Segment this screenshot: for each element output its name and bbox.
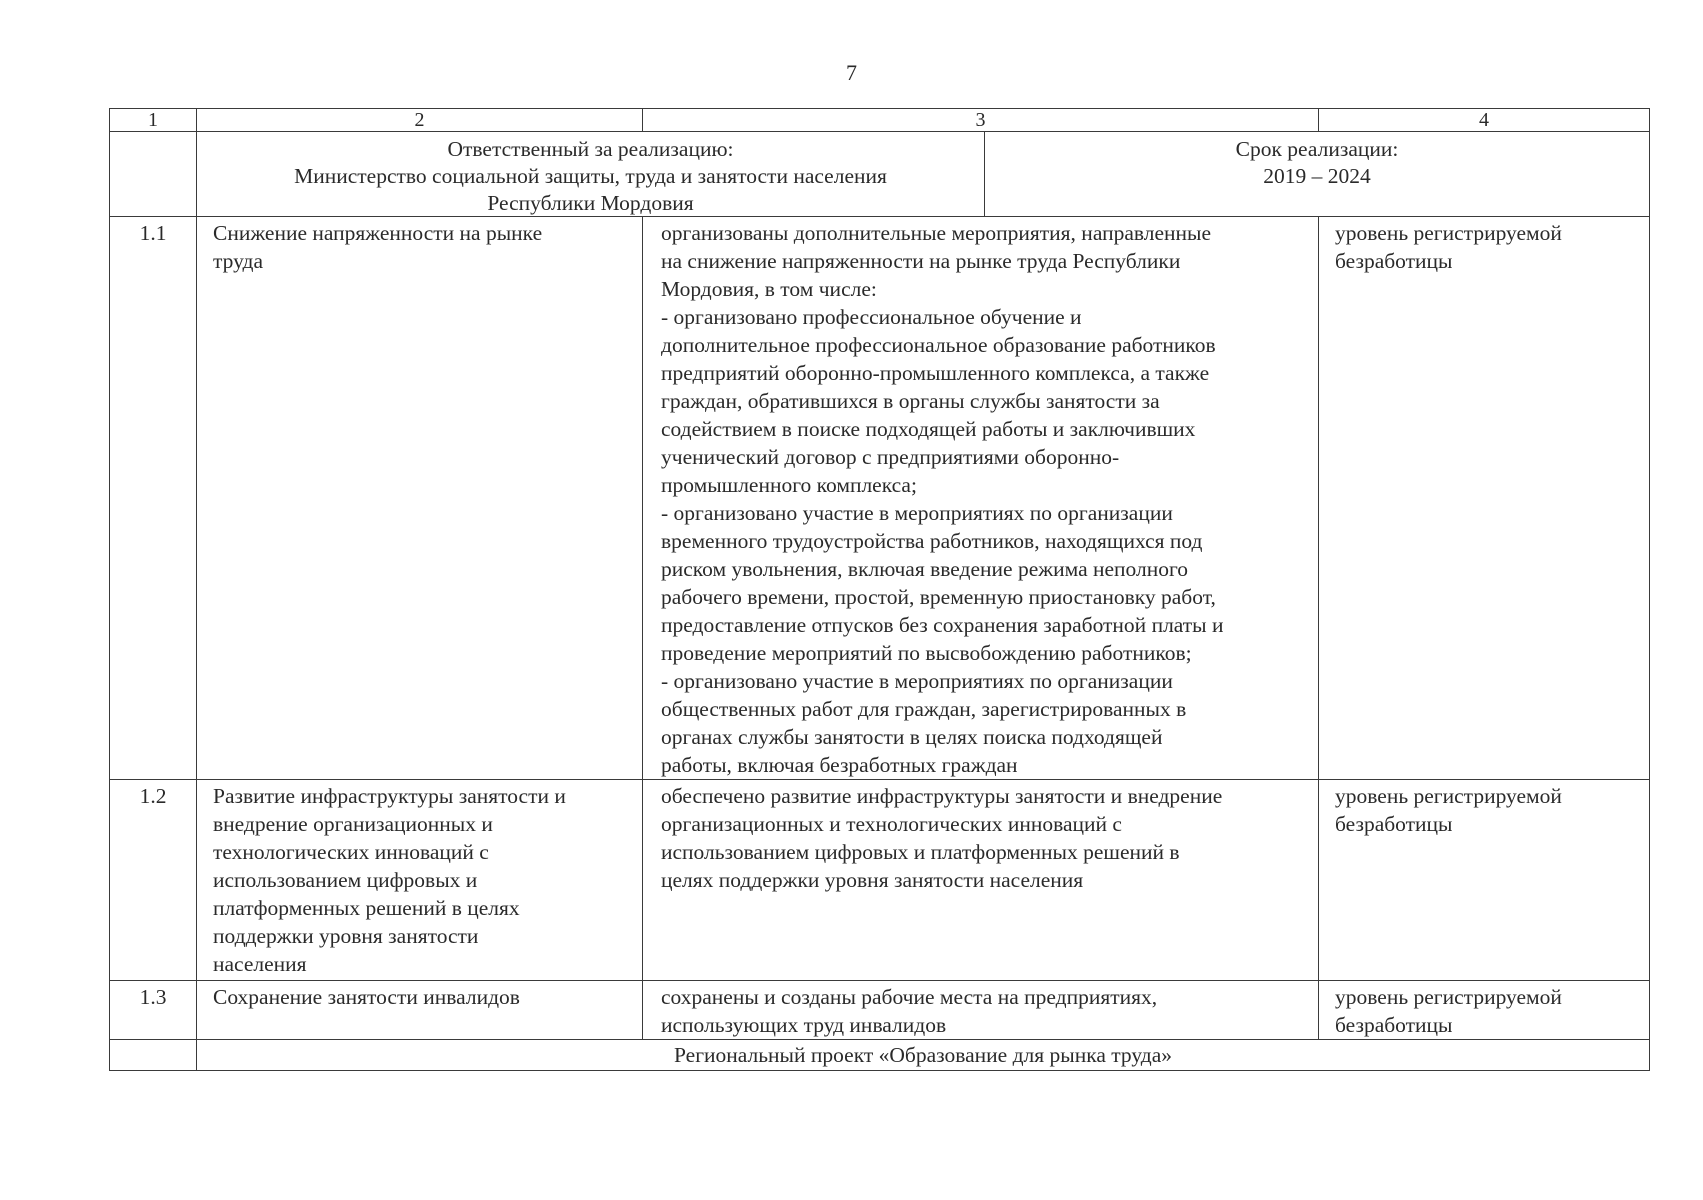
measures-table <box>109 108 1650 1071</box>
indicator-cell <box>1319 981 1650 1040</box>
project-empty-cell <box>110 1040 197 1071</box>
result-line: предоставление отпусков без сохранения заработной платы и <box>661 613 1224 637</box>
table-row <box>110 217 1650 780</box>
result-line: рабочего времени, простой, временную приостановку работ, <box>661 585 1216 609</box>
indicator-cell <box>1319 780 1650 981</box>
result-line: дополнительное профессиональное образование работников <box>661 333 1216 357</box>
indicator-line: уровень регистрируемой <box>1335 985 1562 1009</box>
result-line: на снижение напряженности на рынке труда Республики <box>661 249 1181 273</box>
responsible-org-line1: Министерство социальной защиты, труда и занятости населения <box>294 164 887 188</box>
result-line: риском увольнения, включая введение режима неполного <box>661 557 1189 581</box>
result-line: граждан, обратившихся в органы службы занятости за <box>661 389 1160 413</box>
result-line: - организовано профессиональное обучение и <box>661 305 1082 329</box>
indicator-cell <box>1319 217 1650 780</box>
result-line: органах службы занятости в целях поиска подходящей <box>661 725 1163 749</box>
indicator-line: безработицы <box>1335 1013 1453 1037</box>
responsible-cell <box>197 132 1650 217</box>
row-number: 1.2 <box>110 780 197 981</box>
task-line: платформенных решений в целях <box>213 896 520 920</box>
result-line: обеспечено развитие инфраструктуры занятости и внедрение <box>661 784 1223 808</box>
column-header-3: 3 <box>643 109 1319 132</box>
task-line: Развитие инфраструктуры занятости и <box>213 784 566 808</box>
column-header-2: 2 <box>197 109 643 132</box>
column-number-row <box>110 109 1650 132</box>
result-line: использующих труд инвалидов <box>661 1013 947 1037</box>
indicator-line: безработицы <box>1335 249 1453 273</box>
result-line: организованы дополнительные мероприятия, направленные <box>661 221 1212 245</box>
responsible-empty-cell <box>110 132 197 217</box>
task-cell <box>197 981 643 1040</box>
result-line: промышленного комплекса; <box>661 473 917 497</box>
indicator-line: безработицы <box>1335 812 1453 836</box>
responsible-label: Ответственный за реализацию: <box>447 137 734 161</box>
column-header-1: 1 <box>110 109 197 132</box>
task-line: поддержки уровня занятости <box>213 924 479 948</box>
responsible-block <box>197 132 985 216</box>
indicator-line: уровень регистрируемой <box>1335 784 1562 808</box>
result-line: целях поддержки уровня занятости населения <box>661 868 1084 892</box>
result-line: сохранены и созданы рабочие места на предприятиях, <box>661 985 1158 1009</box>
project-title: Региональный проект «Образование для рынка труда» <box>197 1040 1650 1071</box>
column-header-4: 4 <box>1319 109 1650 132</box>
result-line: работы, включая безработных граждан <box>661 753 1018 777</box>
result-cell <box>643 780 1319 981</box>
task-line: населения <box>213 952 307 976</box>
result-line: - организовано участие в мероприятиях по организации <box>661 669 1173 693</box>
row-number: 1.1 <box>110 217 197 780</box>
result-line: ученический договор с предприятиями оборонно- <box>661 445 1120 469</box>
task-cell <box>197 780 643 981</box>
term-block <box>985 132 1649 216</box>
table-row <box>110 780 1650 981</box>
result-cell <box>643 217 1319 780</box>
task-line: использованием цифровых и <box>213 868 478 892</box>
responsible-row <box>110 132 1650 217</box>
task-cell <box>197 217 643 780</box>
task-line: Снижение напряженности на рынке <box>213 221 543 245</box>
result-line: проведение мероприятий по высвобождению работников; <box>661 641 1192 665</box>
term-value: 2019 – 2024 <box>1263 164 1371 188</box>
result-line: - организовано участие в мероприятиях по организации <box>661 501 1173 525</box>
project-row <box>110 1040 1650 1071</box>
table-row <box>110 981 1650 1040</box>
result-line: организационных и технологических инноваций с <box>661 812 1122 836</box>
task-line: Сохранение занятости инвалидов <box>213 985 520 1009</box>
task-line: технологических инноваций с <box>213 840 489 864</box>
result-line: использованием цифровых и платформенных решений в <box>661 840 1180 864</box>
page-number: 7 <box>846 60 857 85</box>
responsible-org-line2: Республики Мордовия <box>487 191 694 215</box>
term-label: Срок реализации: <box>1235 137 1399 161</box>
result-line: Мордовия, в том числе: <box>661 277 877 301</box>
result-cell <box>643 981 1319 1040</box>
result-line: содействием в поиске подходящей работы и заключивших <box>661 417 1196 441</box>
task-line: труда <box>213 249 264 273</box>
result-line: предприятий оборонно-промышленного комплекса, а также <box>661 361 1210 385</box>
row-number: 1.3 <box>110 981 197 1040</box>
result-line: временного трудоустройства работников, находящихся под <box>661 529 1203 553</box>
result-line: общественных работ для граждан, зарегистрированных в <box>661 697 1187 721</box>
task-line: внедрение организационных и <box>213 812 493 836</box>
indicator-line: уровень регистрируемой <box>1335 221 1562 245</box>
